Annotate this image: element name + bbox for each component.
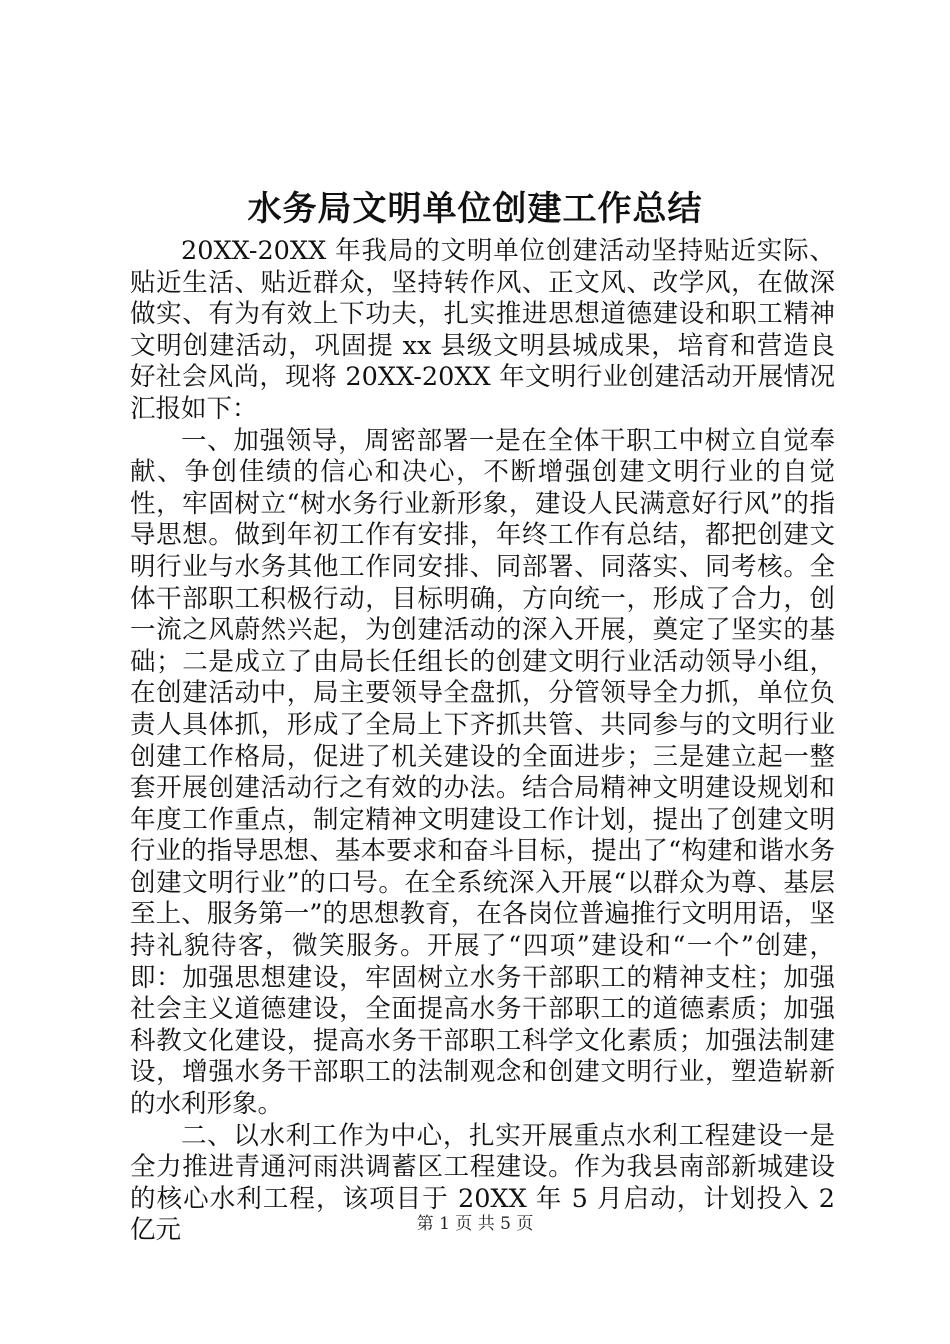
page-title: 水务局文明单位创建工作总结 [247,189,703,229]
paragraph-intro: 20XX-20XX 年我局的文明单位创建活动坚持贴近实际、贴近生活、贴近群众，坚持转作风、正文风、改学风，在做深做实、有为有效上下功夫，扎实推进思想道德建设和职工精神文明创建活动，巩固提 xx 县级文明县城成果，培育和营造良好社会风尚，现将 20XX-20XX 年文明行业创建活动开展情况汇报如下： [130,236,835,424]
paragraph-section-2: 二、以水利工作为中心，扎实开展重点水利工程建设一是全力推进青通河雨洪调蓄区工程建设。作为我县南部新城建设的核心水利工程，该项目于 20XX 年 5 月启动，计划投入 2 亿元 [130,1120,835,1246]
page-footer: 第 1 页 共 5 页 [416,1214,534,1234]
document-body [130,236,835,1247]
paragraph-section-1: 一、加强领导，周密部署一是在全体干职工中树立自觉奉献、争创佳绩的信心和决心，不断增强创建文明行业的自觉性，牢固树立“树水务行业新形象，建设人民满意好行风”的指导思想。做到年初工作有安排，年终工作有总结，都把创建文明行业与水务其他工作同安排、同部署、同落实、同考核。全体干部职工积极行动，目标明确，方向统一，形成了合力，创一流之风蔚然兴起，为创建活动的深入开展，奠定了坚实的基础；二是成立了由局长任组长的创建文明行业活动领导小组，在创建活动中，局主要领导全盘抓，分管领导全力抓，单位负责人具体抓，形成了全局上下齐抓共管、共同参与的文明行业创建工作格局，促进了机关建设的全面进步；三是建立起一整套开展创建活动行之有效的办法。结合局精神文明建设规划和年度工作重点，制定精神文明建设工作计划，提出了创建文明行业的指导思想、基本要求和奋斗目标，提出了“构建和谐水务创建文明行业”的口号。在全系统深入开展“以群众为尊、基层至上、服务第一”的思想教育，在各岗位普遍推行文明用语，坚持礼貌待客，微笑服务。开展了“四项”建设和“一个”创建，即：加强思想建设，牢固树立水务干部职工的精神支柱；加强社会主义道德建设，全面提高水务干部职工的道德素质；加强科教文化建设，提高水务干部职工科学文化素质；加强法制建设，增强水务干部职工的法制观念和创建文明行业，塑造崭新的水利形象。 [130,425,835,1120]
